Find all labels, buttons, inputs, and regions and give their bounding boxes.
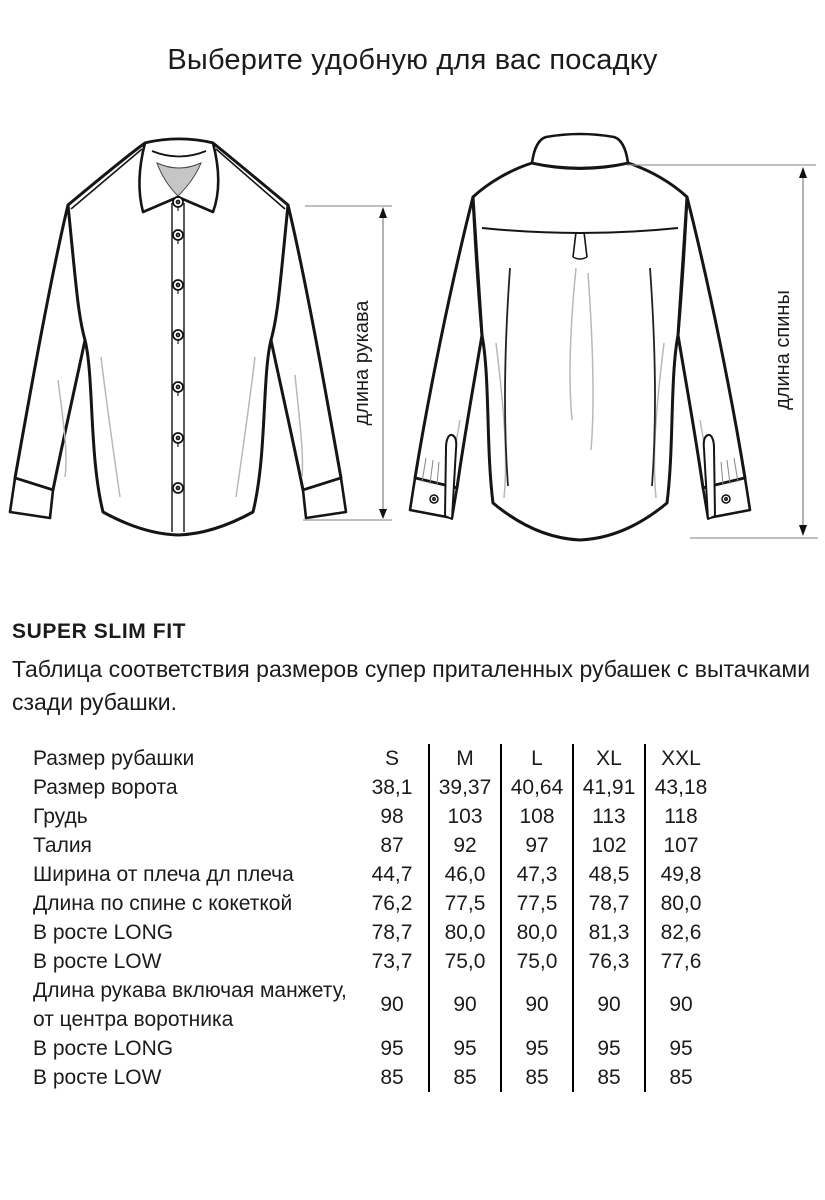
- size-value-cell: 90: [644, 976, 716, 1034]
- size-value-cell: 76,3: [572, 947, 644, 976]
- shirt-front-illustration: [8, 125, 398, 575]
- row-label: Талия: [33, 833, 92, 857]
- size-value-cell: 95: [500, 1034, 572, 1063]
- size-value-cell: 75,0: [500, 947, 572, 976]
- size-value-cell: 78,7: [371, 920, 413, 944]
- fit-description-line1: Таблица соответствия размеров супер приталенных рубашек с вытачками: [12, 656, 811, 682]
- fit-description-line2: сзади рубашки.: [12, 689, 177, 715]
- table-row: [33, 918, 716, 947]
- size-value-cell: 40,64: [500, 773, 572, 802]
- size-value-cell: 81,3: [572, 918, 644, 947]
- row-label: Длина рукава включая манжету, от центра воротника: [33, 979, 347, 1031]
- row-label: Ширина от плеча дл плеча: [33, 862, 294, 886]
- page-title: Выберите удобную для вас посадку: [167, 44, 658, 76]
- arrow-down-icon: [379, 509, 387, 519]
- table-row: [33, 831, 716, 860]
- size-value-cell: 108: [500, 802, 572, 831]
- table-row: [33, 947, 716, 976]
- size-value-cell: 90: [380, 993, 404, 1016]
- size-header-cell: M: [428, 744, 500, 773]
- size-value-cell: 38,1: [371, 775, 413, 799]
- row-label: Размер рубашки: [33, 746, 195, 770]
- size-value-cell: 43,18: [644, 773, 716, 802]
- size-value-cell: 95: [428, 1034, 500, 1063]
- arrow-up-icon: [379, 207, 387, 218]
- size-value-cell: 41,91: [572, 773, 644, 802]
- size-value-cell: 90: [572, 976, 644, 1034]
- size-value-cell: 85: [500, 1063, 572, 1092]
- arrow-up-icon: [799, 167, 807, 178]
- size-value-cell: 80,0: [644, 889, 716, 918]
- size-header-cell: XXL: [644, 744, 716, 773]
- size-table: [33, 744, 716, 1092]
- row-label: Грудь: [33, 804, 88, 828]
- size-value-cell: 85: [644, 1063, 716, 1092]
- table-row: [33, 976, 716, 1034]
- size-value-cell: 107: [644, 831, 716, 860]
- shirt-front-drawing: [8, 125, 398, 570]
- row-label: В росте LONG: [33, 1036, 174, 1060]
- size-value-cell: 95: [380, 1036, 404, 1060]
- row-label: В росте LONG: [33, 920, 174, 944]
- size-header-cell: L: [500, 744, 572, 773]
- fit-description: [12, 653, 810, 719]
- fit-heading: SUPER SLIM FIT: [12, 620, 187, 643]
- arrow-down-icon: [799, 525, 807, 536]
- row-label: Длина по спине с кокеткой: [33, 891, 293, 915]
- size-value-cell: 85: [428, 1063, 500, 1092]
- size-value-cell: 103: [428, 802, 500, 831]
- table-row: [33, 1063, 716, 1092]
- size-value-cell: 77,6: [644, 947, 716, 976]
- size-value-cell: 78,7: [572, 889, 644, 918]
- size-value-cell: 46,0: [428, 860, 500, 889]
- size-value-cell: 97: [500, 831, 572, 860]
- back-length-label: длина спины: [772, 290, 794, 410]
- size-value-cell: 75,0: [428, 947, 500, 976]
- shirt-back-drawing: [400, 128, 825, 560]
- size-value-cell: 90: [500, 976, 572, 1034]
- size-value-cell: 77,5: [500, 889, 572, 918]
- size-value-cell: 87: [380, 833, 404, 857]
- size-value-cell: 102: [572, 831, 644, 860]
- size-value-cell: 73,7: [371, 949, 413, 973]
- table-row: [33, 1034, 716, 1063]
- size-value-cell: 95: [644, 1034, 716, 1063]
- size-value-cell: 47,3: [500, 860, 572, 889]
- size-value-cell: 92: [428, 831, 500, 860]
- table-row: [33, 889, 716, 918]
- size-value-cell: 76,2: [371, 891, 413, 915]
- size-header-cell: XL: [572, 744, 644, 773]
- size-value-cell: 98: [380, 804, 404, 828]
- row-label: В росте LOW: [33, 1065, 162, 1089]
- sleeve-length-label: длина рукава: [351, 300, 373, 426]
- size-value-cell: 48,5: [572, 860, 644, 889]
- size-value-cell: 90: [428, 976, 500, 1034]
- size-value-cell: 118: [644, 802, 716, 831]
- size-value-cell: 80,0: [500, 918, 572, 947]
- size-value-cell: 77,5: [428, 889, 500, 918]
- size-value-cell: 44,7: [371, 862, 413, 886]
- size-value-cell: 95: [572, 1034, 644, 1063]
- size-header-cell: S: [384, 746, 399, 770]
- table-row: [33, 802, 716, 831]
- size-value-cell: 85: [380, 1065, 404, 1089]
- size-value-cell: 49,8: [644, 860, 716, 889]
- row-label: В росте LOW: [33, 949, 162, 973]
- table-row: [33, 744, 716, 773]
- table-row: [33, 860, 716, 889]
- table-row: [33, 773, 716, 802]
- size-value-cell: 85: [572, 1063, 644, 1092]
- size-value-cell: 113: [572, 802, 644, 831]
- row-label: Размер ворота: [33, 775, 178, 799]
- size-value-cell: 80,0: [428, 918, 500, 947]
- size-value-cell: 39,37: [428, 773, 500, 802]
- size-value-cell: 82,6: [644, 918, 716, 947]
- back-collar-band: [532, 134, 628, 168]
- shirt-back-illustration: [400, 128, 825, 565]
